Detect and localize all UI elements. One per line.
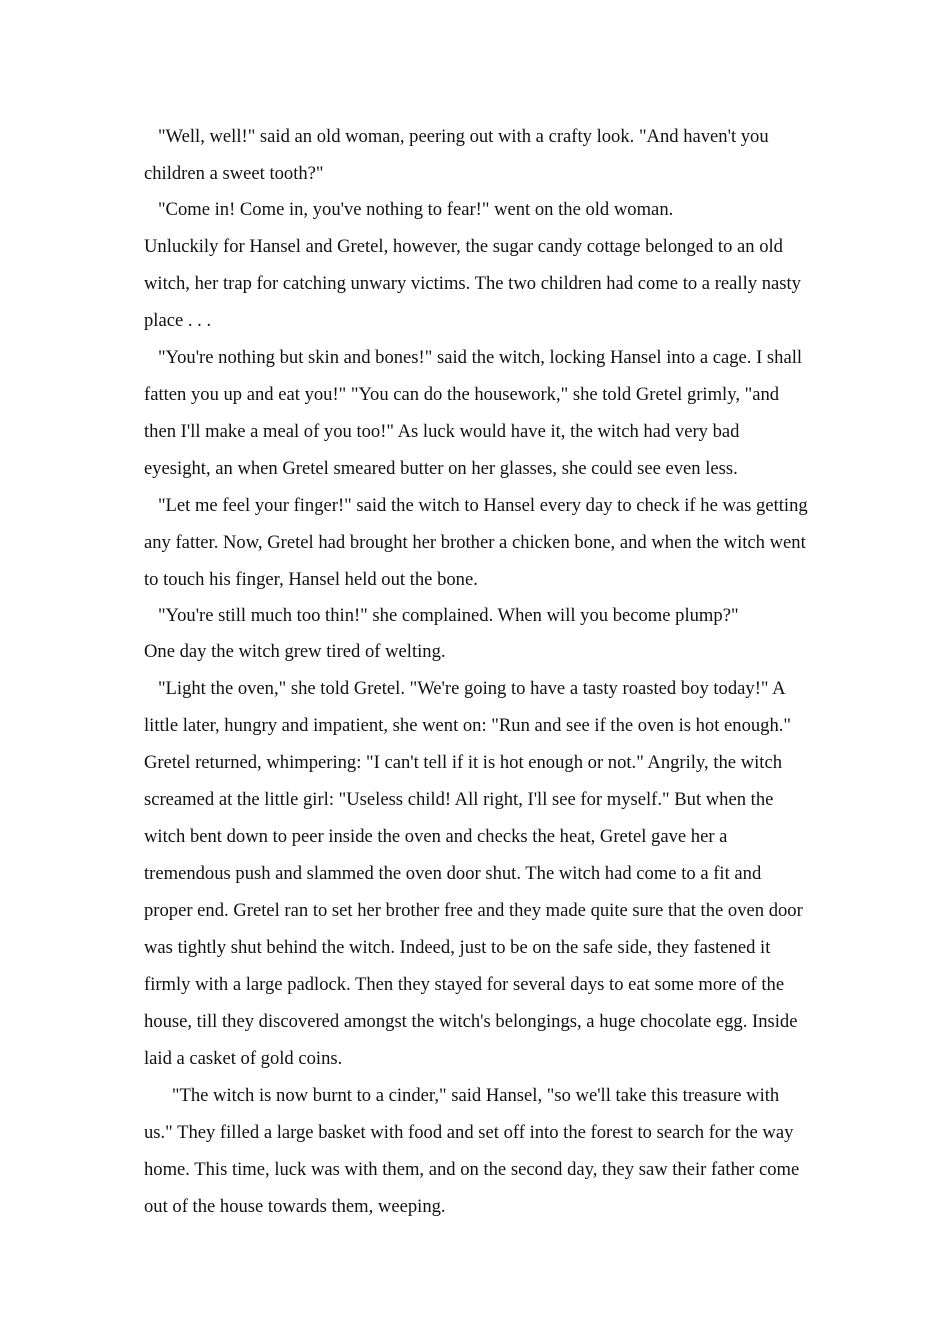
paragraph-treasure: "The witch is now burnt to a cinder," said Hansel, "so we'll take this treasure with us." They filled a large basket with food and set off into the forest to search for the way home. This time, luck was with them, and on the second day, they saw their father come out of the house towards them, weeping. — [144, 1085, 804, 1217]
paragraph-light-the-oven: "Light the oven," she told Gretel. "We're going to have a tasty roasted boy today!" A little later, hungry and impatient, she went on: "Run and see if the oven is hot enough." Gretel returned, whimpering: "I can't tell if it is hot enough or not." Angrily, the witch screamed at the little girl: "Useless child! All right, I'll see for myself." But when the witch bent down to peer inside the oven and checks the heat, Gretel gave her a tremendous push and slammed the oven door shut. The witch had come to a fit and proper end. Gretel ran to set her brother free and they made quite sure that the oven door was tightly shut behind the witch. Indeed, just to be on the safe side, they fastened it firmly with a large padlock. Then they stayed for several days to eat some more of the house, till they discovered amongst the witch's belongings, a huge chocolate egg. Inside laid a casket of gold coins. — [144, 678, 808, 1069]
paragraph-tired-of-waiting: One day the witch grew tired of welting. — [144, 641, 446, 662]
paragraph-come-in: "Come in! Come in, you've nothing to fear!" went on the old woman. — [144, 199, 674, 220]
paragraph-old-woman: "Well, well!" said an old woman, peering out with a crafty look. "And haven't you children a sweet tooth?" — [144, 126, 774, 184]
document-body — [144, 118, 813, 1225]
paragraph-skin-and-bones: "You're nothing but skin and bones!" said the witch, locking Hansel into a cage. I shall fatten you up and eat you!" "You can do the housework," she told Gretel grimly, "and then I'll make a meal of you too!" As luck would have it, the witch had very bad eyesight, an when Gretel smeared butter on her glasses, she could see even less. — [144, 347, 807, 479]
paragraph-witch-trap: Unluckily for Hansel and Gretel, however, the sugar candy cottage belonged to an old witch, her trap for catching unwary victims. The two children had come to a really nasty place . . . — [144, 236, 806, 331]
paragraph-feel-finger: "Let me feel your finger!" said the witch to Hansel every day to check if he was getting any fatter. Now, Gretel had brought her brother a chicken bone, and when the witch went to touch his finger, Hansel held out the bone. — [144, 495, 813, 590]
paragraph-too-thin: "You're still much too thin!" she complained. When will you become plump?" — [144, 605, 739, 626]
